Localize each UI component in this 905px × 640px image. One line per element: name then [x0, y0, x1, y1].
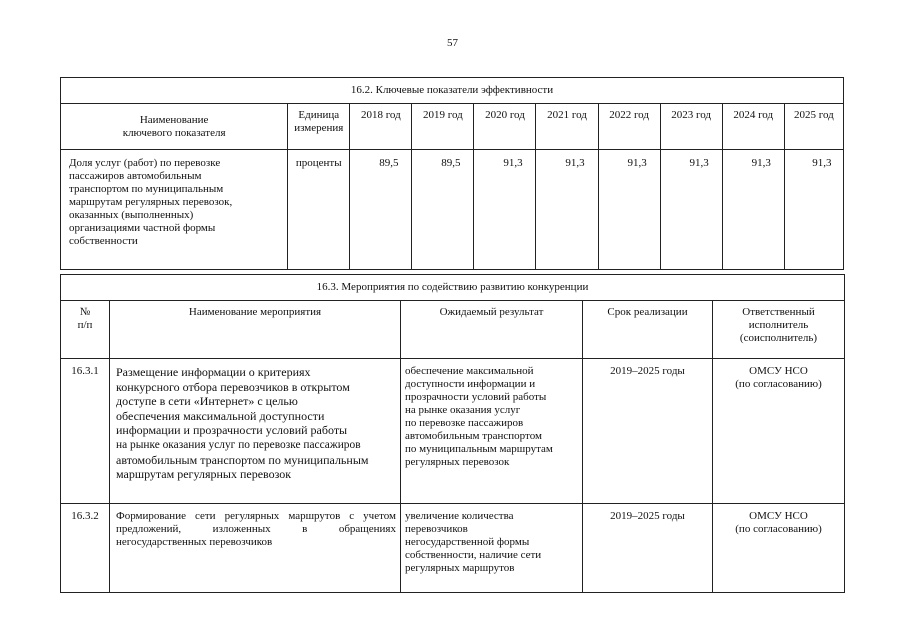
implementation-term: 2019–2025 годы: [583, 359, 713, 504]
measure-number: 16.3.1: [61, 359, 110, 504]
measure-name: Размещение информации о критериях конкурсного отбора перевозчиков в открытом доступе в сети «Интернет» с целью обеспечения максимальной доступности информации и прозрачности условий работы на рынке оказания услуг по перевозке пассажиров автомобильным транспортом по муниципальным маршрутам регулярных перевозок: [110, 359, 401, 504]
result-header: Ожидаемый результат: [401, 301, 583, 359]
responsible-header: Ответственный исполнитель (соисполнитель): [713, 301, 845, 359]
responsible-executor: ОМСУ НСО (по согласованию): [713, 504, 845, 593]
table-row: [61, 150, 844, 270]
indicator-value: 91,3: [722, 150, 784, 270]
indicator-name: Доля услуг (работ) по перевозке пассажиров автомобильным транспортом по муниципальным маршрутам регулярных перевозок, оказанных (выполненных) организациями частной формы собственности: [61, 150, 288, 270]
indicator-value: 91,3: [598, 150, 660, 270]
indicator-value: 91,3: [784, 150, 843, 270]
table-header-row: [61, 301, 845, 359]
indicator-value: 91,3: [474, 150, 536, 270]
expected-result: увеличение количества перевозчиков негосударственной формы собственности, наличие сети регулярных маршрутов: [401, 504, 583, 593]
implementation-term: 2019–2025 годы: [583, 504, 713, 593]
year-header: 2019 год: [412, 104, 474, 150]
year-header: 2021 год: [536, 104, 598, 150]
measure-name: Формирование сети регулярных маршрутов с учетом предложений, изложенных в обращениях негосударственных перевозчиков: [110, 504, 401, 593]
key-indicators-title: 16.2. Ключевые показатели эффективности: [61, 78, 844, 104]
indicator-value: 89,5: [350, 150, 412, 270]
expected-result: обеспечение максимальной доступности информации и прозрачности условий работы на рынке оказания услуг по перевозке пассажиров автомобильным транспортом по муниципальным маршрутам регулярных перевозок: [401, 359, 583, 504]
competition-measures-title: 16.3. Мероприятия по содействию развитию конкуренции: [61, 275, 845, 301]
table-row: [61, 359, 845, 504]
term-header: Срок реализации: [583, 301, 713, 359]
table-title-row: [61, 275, 845, 301]
responsible-executor: ОМСУ НСО (по согласованию): [713, 359, 845, 504]
year-header: 2024 год: [722, 104, 784, 150]
number-header: № п/п: [61, 301, 110, 359]
measure-header: Наименование мероприятия: [110, 301, 401, 359]
table-header-row: [61, 104, 844, 150]
page-number: 57: [447, 37, 458, 49]
year-header: 2022 год: [598, 104, 660, 150]
year-header: 2023 год: [660, 104, 722, 150]
competition-measures-table: [60, 274, 845, 593]
table-row: [61, 504, 845, 593]
table-title-row: [61, 78, 844, 104]
year-header: 2025 год: [784, 104, 843, 150]
key-indicators-table: [60, 77, 844, 270]
measure-number: 16.3.2: [61, 504, 110, 593]
indicator-name-header: Наименование ключевого показателя: [61, 104, 288, 150]
indicator-unit: проценты: [288, 150, 350, 270]
year-header: 2018 год: [350, 104, 412, 150]
year-header: 2020 год: [474, 104, 536, 150]
indicator-value: 89,5: [412, 150, 474, 270]
indicator-value: 91,3: [536, 150, 598, 270]
unit-header: Единица измерения: [288, 104, 350, 150]
indicator-value: 91,3: [660, 150, 722, 270]
